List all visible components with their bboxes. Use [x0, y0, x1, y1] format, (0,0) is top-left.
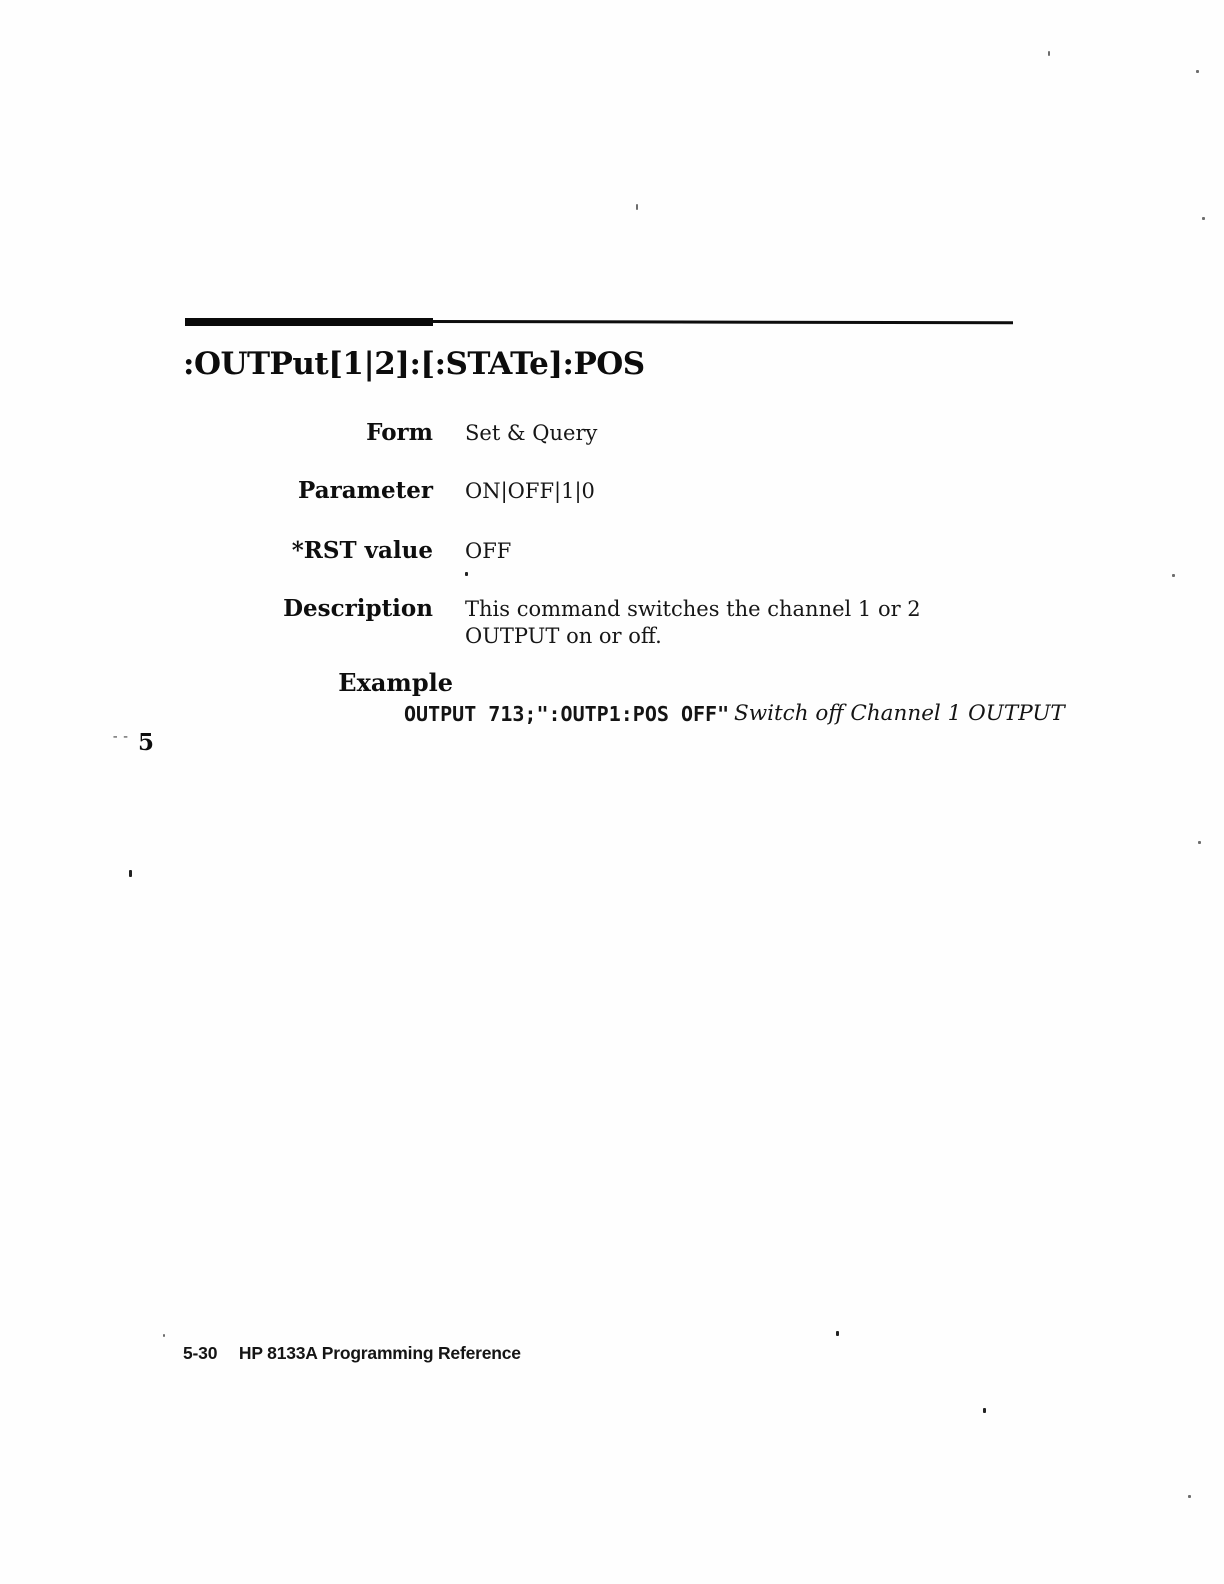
parameter-value: ON|OFF|1|0: [465, 479, 595, 503]
scan-speck: [129, 870, 132, 877]
rst-value: OFF: [465, 539, 512, 563]
form-value: Set & Query: [465, 421, 598, 445]
footer-doc-title: HP 8133A Programming Reference: [238, 1343, 521, 1363]
scan-speck: [1198, 841, 1201, 844]
description-label: Description: [283, 595, 433, 622]
scan-speck: [1172, 574, 1175, 577]
scan-speck: [465, 572, 468, 576]
example-comment: Switch off Channel 1 OUTPUT: [734, 701, 1065, 726]
scan-speck: [1202, 217, 1205, 220]
form-label: Form: [366, 419, 433, 446]
scan-speck: [1188, 1495, 1191, 1498]
scan-speck: [163, 1334, 165, 1337]
example-code: OUTPUT 713;":OUTP1:POS OFF": [404, 702, 730, 726]
page-footer: [183, 1343, 521, 1364]
footer-page-number: 5-30: [183, 1343, 218, 1363]
scan-speck: [1196, 70, 1199, 73]
scan-speck: [1048, 51, 1050, 56]
margin-dashes: --: [111, 729, 132, 745]
scan-speck: [983, 1408, 986, 1413]
chapter-number-tab: 5: [138, 729, 155, 756]
section-rule-thin: [430, 320, 1013, 324]
section-rule-thick: [185, 318, 433, 326]
command-title: :OUTPut[1|2]:[:STATe]:POS: [183, 346, 645, 382]
parameter-label: Parameter: [298, 477, 433, 504]
example-label: Example: [338, 668, 453, 697]
scan-speck: [636, 204, 638, 210]
rst-value-label: *RST value: [291, 537, 433, 564]
scan-speck: [836, 1331, 839, 1336]
description-text: This command switches the channel 1 or 2 OUTPUT on or off.: [465, 597, 921, 648]
